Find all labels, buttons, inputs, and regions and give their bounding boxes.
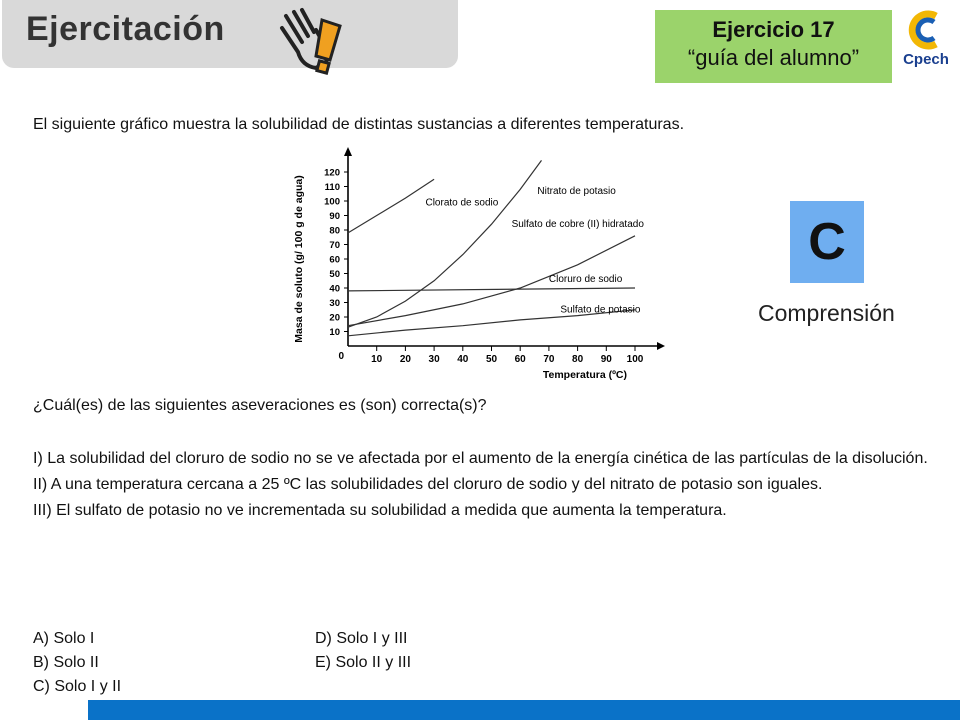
- series-label: Clorato de sodio: [425, 197, 499, 209]
- exercise-box: [655, 10, 892, 83]
- x-axis-arrow: [657, 342, 665, 350]
- x-tick-label: 20: [399, 354, 411, 365]
- y-tick-label: 70: [329, 240, 340, 251]
- x-tick-label: 30: [428, 354, 440, 365]
- svg-text:Cpech: Cpech: [903, 51, 949, 68]
- exercise-number: Ejercicio 17: [712, 17, 835, 42]
- y-tick-label: 50: [329, 269, 340, 280]
- x-tick-label: 100: [626, 354, 644, 365]
- x-tick-label: 70: [543, 354, 555, 365]
- y-tick-label: 40: [329, 283, 340, 295]
- series-label: Sulfato de cobre (II) hidratado: [511, 219, 644, 231]
- y-tick-label: 100: [324, 196, 340, 208]
- skill-label: Comprensión: [758, 300, 895, 326]
- exercise-source: “guía del alumno”: [687, 45, 860, 70]
- answer-options: [33, 627, 412, 699]
- option-a[interactable]: A) Solo I: [33, 630, 95, 647]
- x-axis-label: Temperatura (ºC): [542, 369, 627, 380]
- solubility-chart: [288, 140, 684, 380]
- statement-2: II) A una temperatura cercana a 25 ºC las solubilidades del cloruro de sodio y del nitrato de potasio son iguales.: [33, 476, 823, 493]
- pointing-hand-warning-icon: [272, 2, 352, 82]
- y-tick-label: 110: [324, 182, 340, 193]
- option-b[interactable]: B) Solo II: [33, 654, 99, 671]
- statement-3: III) El sulfato de potasio no ve incrementada su solubilidad a medida que aumenta la temperatura.: [33, 502, 727, 519]
- series-label: Nitrato de potasio: [537, 185, 616, 197]
- x-tick-label: 10: [371, 354, 383, 365]
- x-tick-label: 50: [485, 354, 498, 365]
- series-label: Sulfato de potasio: [560, 304, 641, 316]
- y-axis-arrow: [344, 147, 352, 156]
- x-tick-label: 40: [457, 354, 469, 365]
- page-title: Ejercitación: [26, 10, 225, 48]
- series-line: [348, 160, 542, 327]
- y-tick-label: 30: [329, 298, 340, 309]
- option-e[interactable]: E) Solo II y III: [315, 654, 412, 671]
- series-label: Cloruro de sodio: [548, 274, 623, 286]
- y-tick-label: 120: [324, 167, 340, 179]
- intro-text: El siguiente gráfico muestra la solubilidad de distintas sustancias a diferentes temperaturas.: [33, 116, 685, 133]
- question-text: ¿Cuál(es) de las siguientes aseveraciones es (son) correcta(s)?: [33, 397, 487, 414]
- x-tick-label: 60: [514, 354, 526, 365]
- y-axis-label: Masa de soluto (g/ 100 g de agua): [293, 175, 305, 343]
- option-c[interactable]: C) Solo I y II: [33, 678, 122, 695]
- cpech-logo: [898, 6, 954, 68]
- y-tick-label: 10: [329, 327, 340, 338]
- footer-bar: [88, 700, 960, 720]
- x-tick-label: 90: [600, 354, 612, 365]
- x-tick-label: 80: [572, 354, 584, 365]
- y-tick-label: 80: [329, 225, 340, 237]
- origin-label: 0: [338, 351, 344, 362]
- series-line: [348, 179, 434, 233]
- option-d[interactable]: D) Solo I y III: [315, 630, 408, 647]
- series-line: [348, 288, 635, 291]
- skill-badge: C: [790, 201, 864, 283]
- y-tick-label: 60: [329, 254, 340, 266]
- y-tick-label: 90: [329, 211, 340, 222]
- y-tick-label: 20: [329, 312, 340, 324]
- statements: [33, 447, 933, 525]
- statement-1: I) La solubilidad del cloruro de sodio no se ve afectada por el aumento de la energía cinética de las partículas de la disolución.: [33, 450, 928, 467]
